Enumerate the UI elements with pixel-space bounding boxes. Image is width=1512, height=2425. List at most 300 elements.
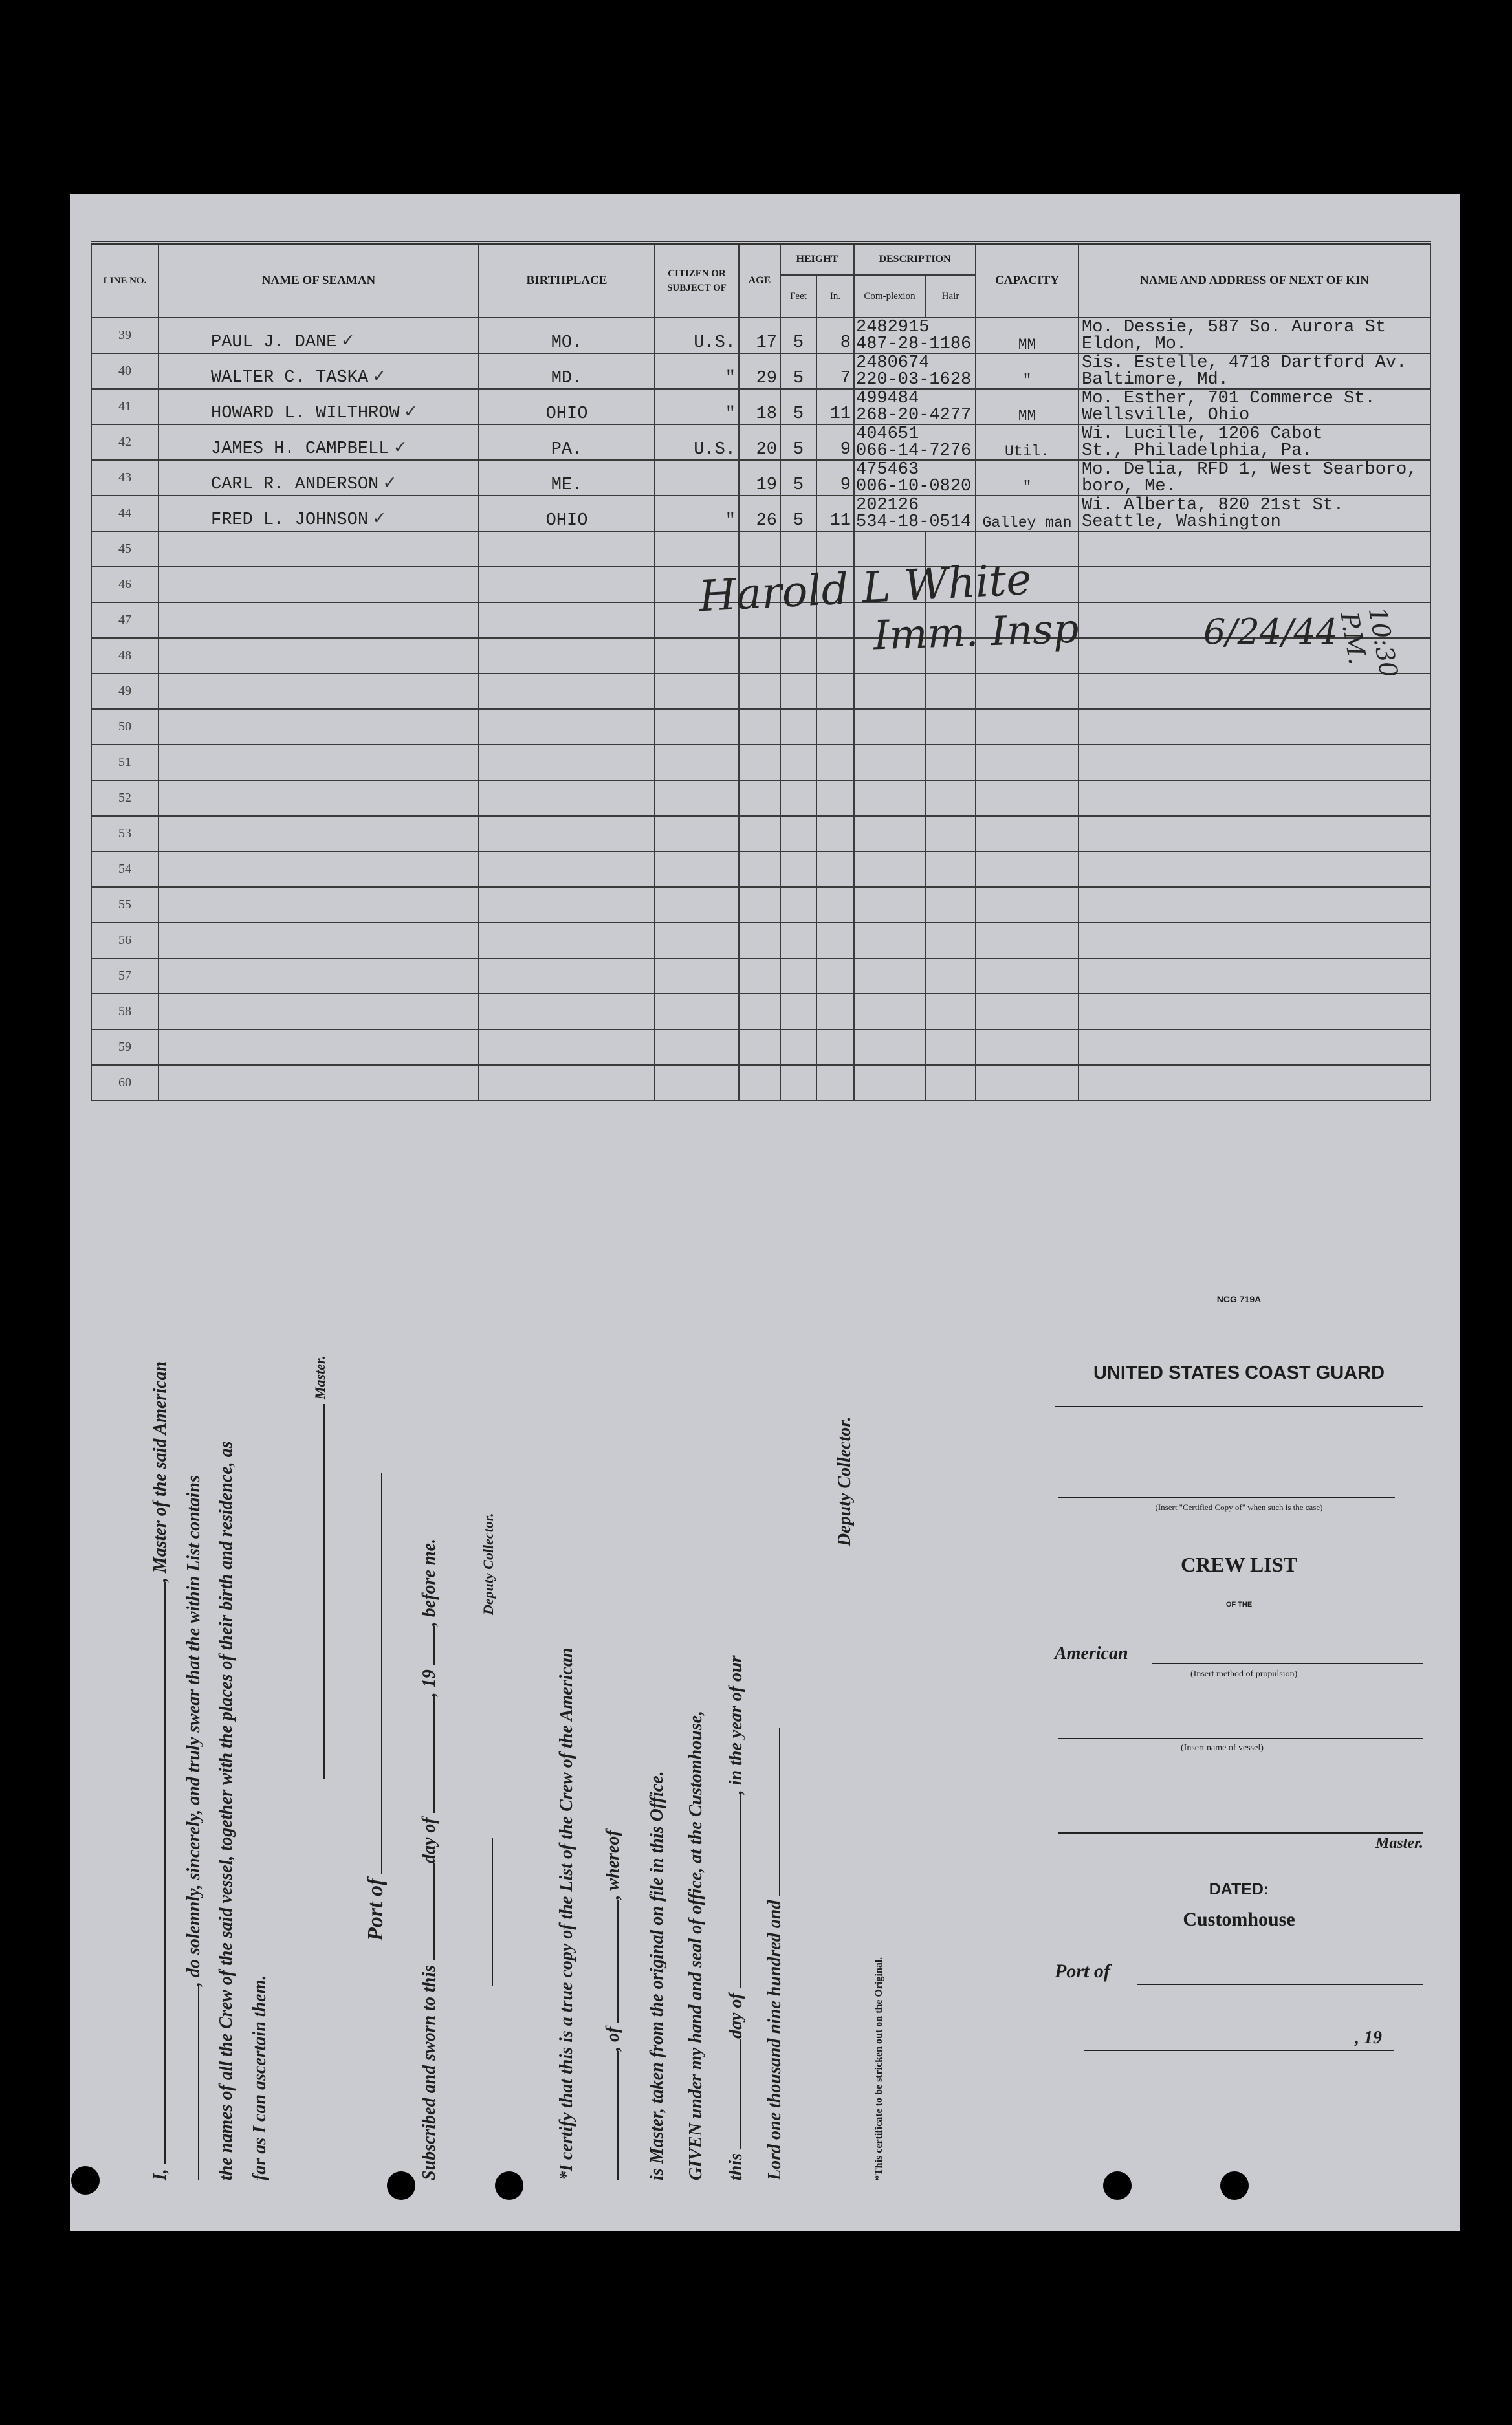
line-number: 60: [91, 1065, 159, 1101]
line-number: 54: [91, 851, 159, 887]
complexion: [854, 745, 925, 780]
description-line: 220-03-1628: [856, 370, 972, 389]
age: 18: [739, 389, 780, 424]
master-oath: [149, 1320, 945, 2180]
kin-line: Eldon, Mo.: [1082, 335, 1187, 353]
height-inches: [816, 816, 854, 851]
seaman-name: [159, 923, 479, 958]
punch-hole: [1220, 2171, 1249, 2200]
height-feet: 5: [780, 460, 816, 496]
seaman-name: [159, 389, 479, 424]
complexion: [854, 1029, 925, 1065]
age: 26: [739, 496, 780, 531]
citizen: ": [655, 389, 739, 424]
hair: [925, 816, 976, 851]
birthplace: [479, 745, 655, 780]
table-row: [91, 780, 1430, 816]
table-row: [91, 994, 1430, 1029]
height-feet: [780, 674, 816, 709]
hair: [925, 887, 976, 923]
next-of-kin: [1079, 460, 1430, 496]
height-feet: 5: [780, 424, 816, 460]
citizen: ": [655, 353, 739, 389]
kin-line: Wellsville, Ohio: [1082, 406, 1250, 424]
height-inches: 9: [816, 424, 854, 460]
kin-line: Sis. Estelle, 4718 Dartford Av.: [1082, 353, 1407, 373]
header-inches: In.: [816, 275, 854, 318]
birthplace: [479, 1029, 655, 1065]
american-label: American: [1055, 1643, 1128, 1663]
height-feet: [780, 851, 816, 887]
birthplace: MD.: [479, 353, 655, 389]
height-feet: [780, 709, 816, 745]
oath-of: , of: [603, 2026, 623, 2051]
description-line: 268-20-4277: [856, 406, 972, 424]
table-row: [91, 531, 1430, 567]
of-the-label: OF THE: [1225, 1601, 1253, 1608]
birthplace: OHIO: [479, 389, 655, 424]
height-inches: [816, 780, 854, 816]
height-inches: [816, 638, 854, 674]
signature-time: 10:30 P.M.: [1335, 605, 1404, 680]
seaman-name: [159, 1029, 479, 1065]
hair: [925, 994, 976, 1029]
seaman-name-text: PAUL J. DANE: [211, 333, 337, 352]
seaman-name-text: WALTER C. TASKA: [211, 368, 369, 388]
oath-deputy-collector: Deputy Collector.: [480, 1513, 496, 1615]
next-of-kin: [1079, 318, 1430, 353]
next-of-kin: [1079, 531, 1430, 567]
citizen: [655, 780, 739, 816]
height-inches: 7: [816, 353, 854, 389]
hair: [925, 851, 976, 887]
height-inches: [816, 745, 854, 780]
line-number: 42: [91, 424, 159, 460]
oath-names: the names of all the Crew of the said vessel, together with the places of their birth and residence, as: [216, 1441, 236, 2180]
next-of-kin: [1079, 958, 1430, 994]
punch-hole: [1103, 2171, 1132, 2200]
header-height: HEIGHT: [780, 243, 854, 275]
height-feet: [780, 745, 816, 780]
line-number: 46: [91, 567, 159, 602]
table-row: [91, 389, 1430, 424]
line-number: 56: [91, 923, 159, 958]
citizen: [655, 923, 739, 958]
line-number: 57: [91, 958, 159, 994]
table-row: [91, 424, 1430, 460]
table-row: [91, 1029, 1430, 1065]
height-inches: [816, 958, 854, 994]
seaman-name-text: CARL R. ANDERSON: [211, 475, 379, 494]
capacity: Util.: [976, 424, 1079, 460]
citizen: [655, 958, 739, 994]
seaman-name: [159, 887, 479, 923]
height-feet: [780, 531, 816, 567]
hair: [925, 1065, 976, 1101]
citizen: [655, 1029, 739, 1065]
capacity: [976, 1065, 1079, 1101]
description-line: 534-18-0514: [856, 512, 972, 531]
next-of-kin: [1079, 1065, 1430, 1101]
age: [739, 674, 780, 709]
age: [739, 745, 780, 780]
signature-date: 6/24/44: [1203, 611, 1339, 652]
birthplace: OHIO: [479, 496, 655, 531]
height-feet: [780, 816, 816, 851]
seaman-name-text: JAMES H. CAMPBELL: [211, 439, 389, 459]
height-inches: [816, 923, 854, 958]
age: 29: [739, 353, 780, 389]
seaman-name: [159, 424, 479, 460]
next-of-kin: [1079, 780, 1430, 816]
seaman-name: [159, 816, 479, 851]
capacity: [976, 994, 1079, 1029]
line-number: 47: [91, 602, 159, 638]
table-row: [91, 674, 1430, 709]
age: [739, 638, 780, 674]
line-number: 53: [91, 816, 159, 851]
birthplace: ME.: [479, 460, 655, 496]
seaman-name: [159, 709, 479, 745]
oath-master-label: Master.: [312, 1355, 328, 1399]
citizen: U.S.: [655, 424, 739, 460]
seaman-name: [159, 567, 479, 602]
line-number: 55: [91, 887, 159, 923]
next-of-kin: [1079, 353, 1430, 389]
birthplace: [479, 851, 655, 887]
next-of-kin: [1079, 745, 1430, 780]
height-feet: [780, 638, 816, 674]
height-inches: 11: [816, 389, 854, 424]
hair: [925, 1029, 976, 1065]
complexion: [854, 958, 925, 994]
oath-certify: *I certify that this is a true copy of the List of the Crew of the American: [556, 1647, 576, 2180]
citizen: ": [655, 496, 739, 531]
age: [739, 1065, 780, 1101]
kin-line: Mo. Delia, RFD 1, West Searboro,: [1082, 460, 1418, 479]
description-line: 404651: [856, 424, 919, 444]
height-inches: [816, 1029, 854, 1065]
checkmark-icon: ✓: [342, 331, 354, 353]
kin-line: Seattle, Washington: [1082, 512, 1281, 531]
hair: [925, 958, 976, 994]
oath-this: this: [726, 2153, 746, 2180]
birthplace: [479, 958, 655, 994]
kin-line: Wi. Lucille, 1206 Cabot: [1082, 424, 1323, 444]
header-citizen: CITIZEN OR SUBJECT OF: [655, 243, 739, 318]
line-number: 39: [91, 318, 159, 353]
table-row: [91, 318, 1430, 353]
capacity: [976, 887, 1079, 923]
seaman-name: [159, 674, 479, 709]
height-inches: [816, 887, 854, 923]
kin-line: Mo. Esther, 701 Commerce St.: [1082, 389, 1375, 408]
table-row: [91, 816, 1430, 851]
insert-vessel-note: (Insert name of vessel): [1181, 1743, 1264, 1753]
description: [854, 424, 976, 460]
line-number: 40: [91, 353, 159, 389]
crew-list-title: CREW LIST: [1181, 1553, 1297, 1576]
capacity: [976, 745, 1079, 780]
complexion: [854, 923, 925, 958]
height-inches: [816, 994, 854, 1029]
description-line: 487-28-1186: [856, 335, 972, 353]
agency-title: UNITED STATES COAST GUARD: [1093, 1363, 1385, 1383]
oath-whereof: , whereof: [603, 1830, 623, 1900]
height-feet: 5: [780, 353, 816, 389]
hair: [925, 745, 976, 780]
description: [854, 460, 976, 496]
oath-day-of-2: day of: [726, 1993, 746, 2039]
description-line: 499484: [856, 389, 919, 408]
description-line: 006-10-0820: [856, 477, 972, 496]
seaman-name: [159, 851, 479, 887]
oath-footnote: *This certificate to be stricken out on the Original.: [873, 1957, 884, 2180]
table-row: [91, 496, 1430, 531]
form-number: NCG 719A: [1216, 1294, 1262, 1304]
line-number: 58: [91, 994, 159, 1029]
line-number: 59: [91, 1029, 159, 1065]
inspector-title: Imm. Insp: [872, 604, 1080, 659]
birthplace: [479, 674, 655, 709]
age: [739, 780, 780, 816]
header-complexion: Com-plexion: [854, 275, 925, 318]
age: 17: [739, 318, 780, 353]
header-birthplace: BIRTHPLACE: [479, 243, 655, 318]
birthplace: [479, 887, 655, 923]
line-number: 41: [91, 389, 159, 424]
capacity: MM: [976, 389, 1079, 424]
table-row: [91, 887, 1430, 923]
birthplace: [479, 638, 655, 674]
height-feet: [780, 1065, 816, 1101]
kin-line: Mo. Dessie, 587 So. Aurora St: [1082, 318, 1386, 337]
citizen: [655, 994, 739, 1029]
height-feet: 5: [780, 389, 816, 424]
oath-given: GIVEN under my hand and seal of office, at the Customhouse,: [686, 1710, 706, 2180]
citizen: [655, 816, 739, 851]
line-number: 44: [91, 496, 159, 531]
capacity: [976, 780, 1079, 816]
header-description: DESCRIPTION: [854, 243, 976, 275]
height-feet: [780, 994, 816, 1029]
birthplace: [479, 816, 655, 851]
citizen: [655, 638, 739, 674]
age: 19: [739, 460, 780, 496]
line-number: 43: [91, 460, 159, 496]
description-line: 066-14-7276: [856, 441, 972, 460]
insert-certified-note: (Insert "Certified Copy of" when such is the case): [1155, 1502, 1323, 1512]
capacity: Galley man: [976, 496, 1079, 531]
height-inches: [816, 531, 854, 567]
oath-day-of: day of: [419, 1817, 439, 1863]
line-number: 50: [91, 709, 159, 745]
height-inches: [816, 674, 854, 709]
age: [739, 1029, 780, 1065]
line-number: 49: [91, 674, 159, 709]
oath-subscribed: Subscribed and sworn to this: [419, 1965, 439, 2180]
height-inches: [816, 851, 854, 887]
citizen: U.S.: [655, 318, 739, 353]
citizen: [655, 709, 739, 745]
height-inches: [816, 709, 854, 745]
age: [739, 923, 780, 958]
next-of-kin: [1079, 1029, 1430, 1065]
complexion: [854, 816, 925, 851]
next-of-kin: [1079, 567, 1430, 602]
checkmark-icon: ✓: [373, 366, 386, 388]
age: [739, 958, 780, 994]
complexion: [854, 780, 925, 816]
age: [739, 709, 780, 745]
header-hair: Hair: [925, 275, 976, 318]
oath-in-year: , in the year of our: [726, 1655, 746, 1795]
crew-table: [91, 241, 1431, 1101]
seaman-name: [159, 958, 479, 994]
punch-hole: [495, 2171, 523, 2200]
capacity: ": [976, 460, 1079, 496]
table-row: [91, 851, 1430, 887]
seaman-name: [159, 460, 479, 496]
height-feet: [780, 958, 816, 994]
customhouse-label: Customhouse: [1183, 1909, 1295, 1930]
complexion: [854, 851, 925, 887]
table-row: [91, 353, 1430, 389]
header-kin: NAME AND ADDRESS OF NEXT OF KIN: [1079, 243, 1430, 318]
insert-propulsion-note: (Insert method of propulsion): [1190, 1669, 1298, 1679]
capacity: [976, 709, 1079, 745]
description-line: 2480674: [856, 353, 930, 373]
seaman-name-text: HOWARD L. WILTHROW: [211, 404, 400, 423]
citizen: [655, 1065, 739, 1101]
capacity: [976, 923, 1079, 958]
line-number: 45: [91, 531, 159, 567]
header-name: NAME OF SEAMAN: [159, 243, 479, 318]
inspector-signature: Harold L White: [697, 554, 1033, 622]
seaman-name: [159, 745, 479, 780]
table-row: [91, 923, 1430, 958]
line-number: 48: [91, 638, 159, 674]
checkmark-icon: ✓: [394, 437, 406, 459]
description-line: 475463: [856, 460, 919, 479]
complexion: [854, 887, 925, 923]
height-inches: 8: [816, 318, 854, 353]
checkmark-icon: ✓: [384, 473, 396, 495]
description-line: 202126: [856, 496, 919, 515]
seaman-name: [159, 353, 479, 389]
next-of-kin: [1079, 994, 1430, 1029]
punch-hole: [71, 2166, 100, 2195]
age: [739, 887, 780, 923]
oath-i: I,: [150, 2169, 170, 2180]
dated-label: DATED:: [1209, 1880, 1269, 1898]
height-feet: [780, 887, 816, 923]
seaman-name: [159, 602, 479, 638]
height-inches: [816, 1065, 854, 1101]
capacity: [976, 851, 1079, 887]
description-line: 2482915: [856, 318, 930, 337]
birthplace: [479, 531, 655, 567]
header-age: AGE: [739, 243, 780, 318]
citizen: [655, 460, 739, 496]
header-line-no: LINE NO.: [91, 243, 159, 318]
next-of-kin: [1079, 816, 1430, 851]
table-row: [91, 958, 1430, 994]
kin-line: Wi. Alberta, 820 21st St.: [1082, 496, 1344, 515]
oath-lord: Lord one thousand nine hundred and: [765, 1900, 785, 2180]
line-number: 51: [91, 745, 159, 780]
complexion: [854, 994, 925, 1029]
age: 20: [739, 424, 780, 460]
age: [739, 531, 780, 567]
description: [854, 496, 976, 531]
kin-line: St., Philadelphia, Pa.: [1082, 441, 1313, 460]
oath-port-of: Port of: [364, 1878, 388, 1941]
header-capacity: CAPACITY: [976, 243, 1079, 318]
birthplace: [479, 1065, 655, 1101]
birthplace: [479, 602, 655, 638]
hair: [925, 780, 976, 816]
height-feet: 5: [780, 496, 816, 531]
capacity: ": [976, 353, 1079, 389]
birthplace: [479, 567, 655, 602]
cover-year: , 19: [1352, 2028, 1385, 2048]
birthplace: [479, 780, 655, 816]
oath-deputy-collector-2: Deputy Collector.: [835, 1416, 855, 1546]
complexion: [854, 1065, 925, 1101]
oath-before-me: , before me.: [419, 1538, 439, 1627]
seaman-name: [159, 496, 479, 531]
header-feet: Feet: [780, 275, 816, 318]
seaman-name: [159, 1065, 479, 1101]
checkmark-icon: ✓: [404, 402, 417, 424]
next-of-kin: [1079, 389, 1430, 424]
table-row: [91, 745, 1430, 780]
oath-master-of: , Master of the said American: [150, 1361, 170, 1583]
birthplace: [479, 994, 655, 1029]
next-of-kin: [1079, 424, 1430, 460]
birthplace: PA.: [479, 424, 655, 460]
table-row: [91, 460, 1430, 496]
oath-year: , 19: [419, 1669, 439, 1697]
cover-port-of: Port of: [1055, 1960, 1110, 1982]
oath-ascertain: far as I can ascertain them.: [250, 1975, 270, 2180]
seaman-name: [159, 531, 479, 567]
citizen: [655, 745, 739, 780]
age: [739, 851, 780, 887]
citizen: [655, 851, 739, 887]
height-feet: 5: [780, 318, 816, 353]
oath-swear: , do solemnly, sincerely, and truly swear that the within List contains: [184, 1475, 204, 1986]
height-inches: 11: [816, 496, 854, 531]
age: [739, 994, 780, 1029]
table-row: [91, 709, 1430, 745]
seaman-name: [159, 318, 479, 353]
height-feet: [780, 1029, 816, 1065]
capacity: [976, 1029, 1079, 1065]
capacity: [976, 674, 1079, 709]
cover-master-label: Master.: [1375, 1835, 1423, 1852]
citizen: [655, 887, 739, 923]
hair: [925, 709, 976, 745]
description: [854, 353, 976, 389]
height-feet: [780, 780, 816, 816]
capacity: [976, 816, 1079, 851]
description: [854, 318, 976, 353]
table-row: [91, 1065, 1430, 1101]
next-of-kin: [1079, 923, 1430, 958]
age: [739, 816, 780, 851]
